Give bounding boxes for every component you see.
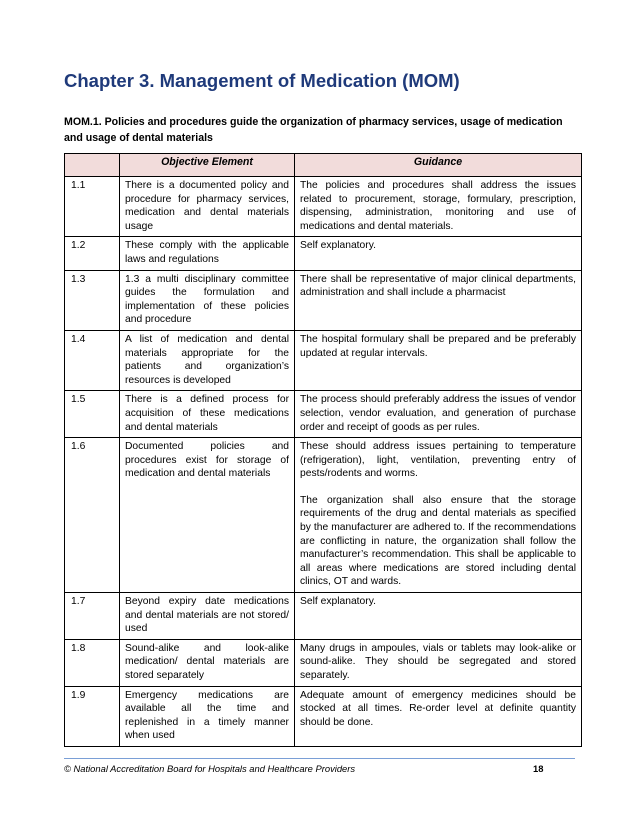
guidance (295, 237, 582, 270)
objective-element: There is a defined process for acquisition of these medications and dental materials (120, 391, 295, 438)
row-number: 1.6 (65, 438, 120, 593)
chapter-title: Chapter 3. Management of Medication (MOM) (64, 70, 460, 91)
guidance-paragraph: These should address issues pertaining to temperature (refrigeration), light, ventilation, preventing entry of pests/rodents and worms. (300, 441, 576, 480)
row-number: 1.1 (65, 177, 120, 237)
objective-element: There is a documented policy and procedure for pharmacy services, medication and dental materials usage (120, 177, 295, 237)
guidance (295, 438, 582, 593)
guidance (295, 686, 582, 746)
table-row (65, 237, 582, 270)
objective-element: 1.3 a multi disciplinary committee guides the formulation and implementation of these policies and procedure (120, 270, 295, 330)
guidance (295, 330, 582, 390)
guidance-paragraph: Many drugs in ampoules, vials or tablets may look-alike or sound-alike. They should be segregated and stored separately. (300, 642, 576, 681)
objective-element: Beyond expiry date medications and dental materials are not stored/ used (120, 593, 295, 640)
table-row (65, 686, 582, 746)
table-row (65, 330, 582, 390)
footer-divider (64, 758, 575, 759)
footer-copyright: © National Accreditation Board for Hospitals and Healthcare Providers (64, 763, 356, 774)
guidance-paragraph: Self explanatory. (300, 596, 376, 608)
objective-element: Sound-alike and look-alike medication/ dental materials are stored separately (120, 639, 295, 686)
objective-element: Emergency medications are available all the time and replenished in a timely manner when used (120, 686, 295, 746)
standard-heading: MOM.1. Policies and procedures guide the organization of pharmacy services, usage of medication and usage of dental materials (64, 116, 563, 144)
header-number (65, 154, 120, 177)
row-number: 1.5 (65, 391, 120, 438)
row-number: 1.8 (65, 639, 120, 686)
mom-table (64, 153, 582, 747)
objective-element: Documented policies and procedures exist for storage of medication and dental materials (120, 438, 295, 593)
table-row (65, 593, 582, 640)
guidance (295, 270, 582, 330)
guidance-paragraph: The policies and procedures shall address the issues related to procurement, storage, formulary, prescription, dispensing, administration, monitoring and use of medications and dental materials. (300, 180, 576, 232)
guidance (295, 593, 582, 640)
guidance (295, 391, 582, 438)
table-row (65, 639, 582, 686)
objective-element: These comply with the applicable laws and regulations (120, 237, 295, 270)
guidance-paragraph: The organization shall also ensure that the storage requirements of the drug and dental materials as specified by the manufacturer are adhered to. If the recommendations are conflicting in nature, the organization shall follow the manufacturer’s recommendation. This shall be applicable to all areas where medications are stored including dental clinics, OT and wards. (300, 494, 576, 588)
row-number: 1.2 (65, 237, 120, 270)
guidance-paragraph: The hospital formulary shall be prepared and be preferably updated at regular intervals. (300, 333, 576, 359)
table-header-row (65, 154, 582, 177)
objective-element: A list of medication and dental materials appropriate for the patients and organization’s resources is developed (120, 330, 295, 390)
header-guidance: Guidance (295, 154, 582, 177)
guidance-paragraph: There shall be representative of major clinical departments, administration and shall include a pharmacist (300, 273, 576, 299)
table-row (65, 177, 582, 237)
guidance (295, 177, 582, 237)
row-number: 1.3 (65, 270, 120, 330)
guidance-paragraph: Adequate amount of emergency medicines should be stocked at all times. Re-order level at definite quantity should be done. (300, 689, 576, 728)
guidance (295, 639, 582, 686)
page-number: 18 (533, 763, 544, 774)
row-number: 1.4 (65, 330, 120, 390)
table-row (65, 438, 582, 593)
table-row (65, 270, 582, 330)
table-row (65, 391, 582, 438)
guidance-paragraph: Self explanatory. (300, 240, 376, 252)
row-number: 1.9 (65, 686, 120, 746)
row-number: 1.7 (65, 593, 120, 640)
guidance-paragraph: The process should preferably address the issues of vendor selection, vendor evaluation, and generation of purchase order and receipt of goods as per rules. (300, 394, 576, 433)
header-objective-element: Objective Element (120, 154, 295, 177)
